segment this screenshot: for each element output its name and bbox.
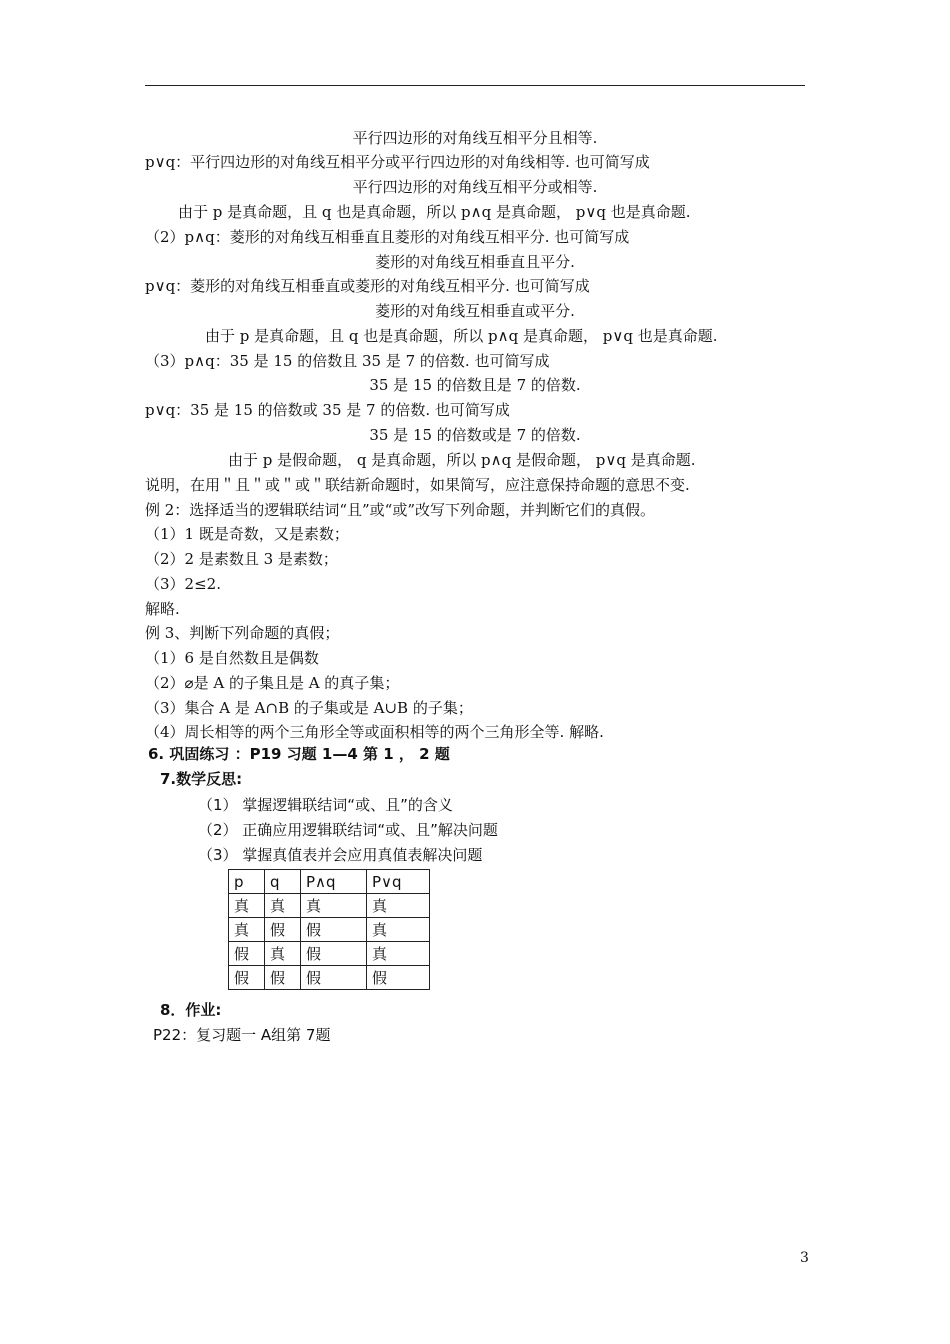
section-7-heading: 7.数学反思: — [160, 770, 243, 788]
text-line: （2）2 是素数且 3 是素数； — [145, 550, 338, 568]
text-line: p∨q：平行四边形的对角线互相平分或平行四边形的对角线相等. 也可简写成 — [145, 153, 650, 171]
table-cell: 假 — [301, 966, 367, 990]
table-cell: 真 — [301, 894, 367, 918]
text-line: 由于 p 是假命题， q 是真命题，所以 p∧q 是假命题， p∨q 是真命题. — [228, 451, 696, 469]
text-line: 菱形的对角线互相垂直或平分. — [375, 302, 575, 320]
table-cell: 假 — [229, 942, 265, 966]
header-rule — [145, 85, 805, 86]
text-line: 35 是 15 的倍数且是 7 的倍数. — [369, 376, 581, 394]
text-line: 例 2：选择适当的逻辑联结词“且”或“或”改写下列命题，并判断它们的真假。 — [145, 501, 655, 519]
page-number: 3 — [800, 1250, 809, 1266]
text-line: （2）⌀是 A 的子集且是 A 的真子集； — [145, 674, 400, 692]
table-cell: 假 — [265, 918, 301, 942]
table-header-cell: q — [265, 870, 301, 894]
text-line: 由于 p 是真命题，且 q 也是真命题，所以 p∧q 是真命题， p∨q 也是真命题. — [205, 327, 718, 345]
table-cell: 真 — [367, 918, 430, 942]
text-line: （3）p∧q：35 是 15 的倍数且 35 是 7 的倍数. 也可简写成 — [145, 352, 550, 370]
text-line: p∨q：35 是 15 的倍数或 35 是 7 的倍数. 也可简写成 — [145, 401, 510, 419]
table-row — [229, 942, 430, 966]
table-row — [229, 918, 430, 942]
truth-table — [228, 869, 430, 990]
text-line: 说明，在用＂且＂或＂或＂联结新命题时，如果简写，应注意保持命题的意思不变. — [145, 476, 690, 494]
text-line: 例 3、判断下列命题的真假； — [145, 624, 340, 642]
table-cell: 真 — [367, 942, 430, 966]
text-line: （4）周长相等的两个三角形全等或面积相等的两个三角形全等. 解略. — [145, 723, 604, 741]
text-line: 解略. — [145, 600, 180, 618]
text-line: （3）集合 A 是 A∩B 的子集或是 A∪B 的子集； — [145, 699, 473, 717]
table-cell: 真 — [229, 894, 265, 918]
table-row — [229, 966, 430, 990]
table-header-cell: P∨q — [367, 870, 430, 894]
table-cell: 真 — [229, 918, 265, 942]
text-line: 平行四边形的对角线互相平分且相等. — [352, 129, 598, 147]
text-line: （1）1 既是奇数，又是素数； — [145, 525, 349, 543]
text-line: （2）p∧q：菱形的对角线互相垂直且菱形的对角线互相平分. 也可简写成 — [145, 228, 630, 246]
text-line: 由于 p 是真命题，且 q 也是真命题，所以 p∧q 是真命题， p∨q 也是真命题. — [178, 203, 691, 221]
table-cell: 真 — [265, 894, 301, 918]
table-row — [229, 894, 430, 918]
section-8-heading: 8．作业: — [160, 1001, 222, 1019]
table-header-cell: P∧q — [301, 870, 367, 894]
table-header-row — [229, 870, 430, 894]
homework-text: P22：复习题一 A组第 7题 — [153, 1026, 331, 1044]
text-line: （1）6 是自然数且是偶数 — [145, 649, 319, 667]
table-cell: 假 — [265, 966, 301, 990]
text-line: 平行四边形的对角线互相平分或相等. — [352, 178, 598, 196]
reflection-item: （1） 掌握逻辑联结词“或、且”的含义 — [198, 796, 453, 814]
table-cell: 真 — [265, 942, 301, 966]
table-cell: 真 — [367, 894, 430, 918]
reflection-item: （2） 正确应用逻辑联结词“或、且”解决问题 — [198, 821, 498, 839]
text-line: （3）2≤2. — [145, 575, 221, 593]
table-cell: 假 — [229, 966, 265, 990]
text-line: p∨q：菱形的对角线互相垂直或菱形的对角线互相平分. 也可简写成 — [145, 277, 590, 295]
table-cell: 假 — [301, 918, 367, 942]
text-line: 35 是 15 的倍数或是 7 的倍数. — [369, 426, 581, 444]
reflection-item: （3） 掌握真值表并会应用真值表解决问题 — [198, 846, 483, 864]
table-cell: 假 — [301, 942, 367, 966]
table-header-cell: p — [229, 870, 265, 894]
section-6-heading: 6. 巩固练习 ：P19 习题 1—4 第 1 ， 2 题 — [148, 745, 450, 763]
table-cell: 假 — [367, 966, 430, 990]
text-line: 菱形的对角线互相垂直且平分. — [375, 253, 575, 271]
